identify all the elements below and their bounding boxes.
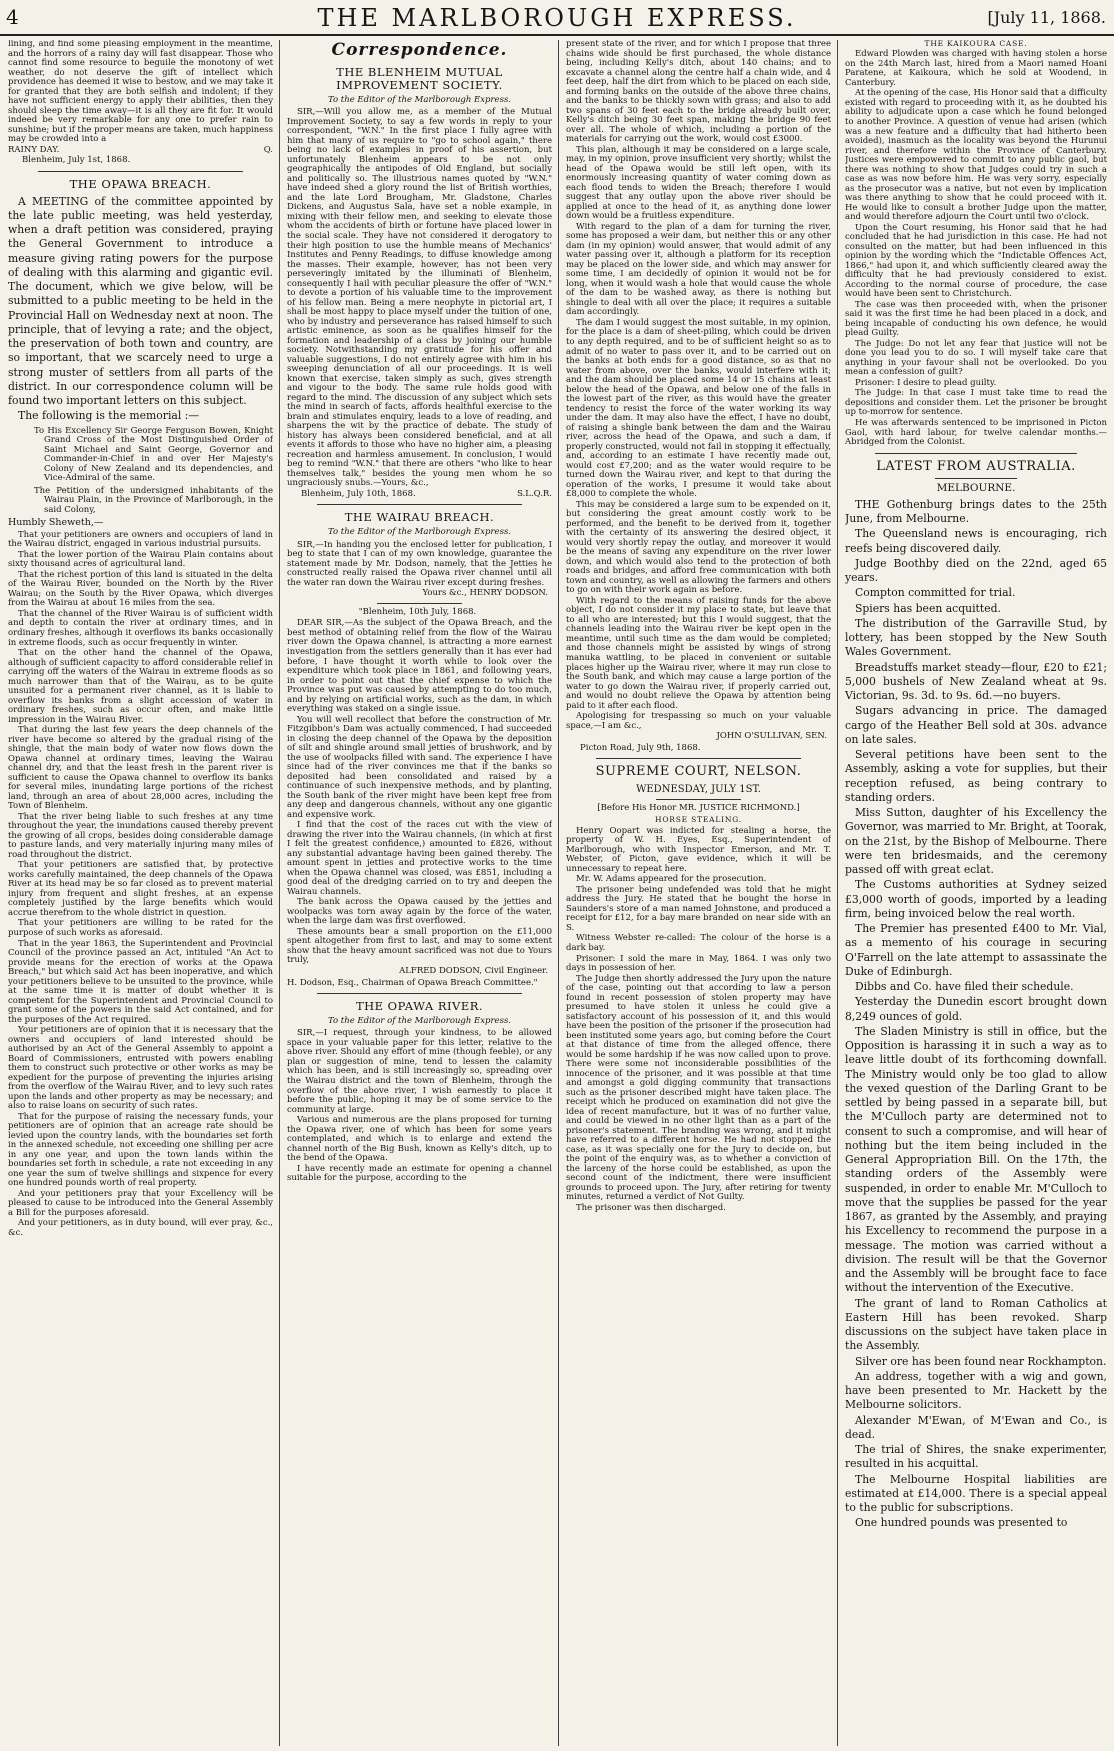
paragraph: The Judge then shortly addressed the Jury upon the nature of the case, pointing out that according to law a person found in recent possession of stolen property may have presumed to have stolen it unless he could give a satisfactory account of his possession of it, and this would have been the position of the prisoner if the prosecution had been instituted some years ago, but coming before the Court at that distance of time from the alleged offence, there would be some hardship if he was now called upon to prove. There were some not inconsiderable possibilities of the innocence of the prisoner, and it was possible at that time and amongst a gold digging community that transactions such as the prisoner described might have taken place. The receipt which he produced on examination did not give the idea of recent manufacture, but it was of no further value, and could be viewed in no other light than as a part of the prisoner's statement. The branding was wrong, and it might have referred to a different horse. He had not stopped the case, as it was specially one for the Jury to decide on, but the point of the enquiry was, as to whether a conviction of the larceny of the horse could be established, as upon the second count of the indictment, there were insufficient grounds to proceed upon. The Jury, after retiring for twenty minutes, returned a verdict of Not Guilty. <box>566 973 831 1203</box>
paragraph: That the river being liable to such freshes at any time throughout the year, the inundations caused thereby prevent the growing of all crops, besides doing considerable damage to pasture lands, and very materially injuring many miles of road throughout the district. <box>8 811 273 860</box>
paragraph: Prisoner: I sold the mare in May, 1864. I was only two days in possession of her. <box>566 953 831 974</box>
paragraph: I find that the cost of the races cut with the view of drawing the river into the Wairau channels, (in which at first I felt the greatest confidence,) amounted to £826, without any substantial advantage having been gained thereby. The amount spent in jetties and protective works to the time when the Opawa channel was closed, was £851, including a good deal of the dredging carried on to try and deepen the Wairau channels. <box>287 820 552 897</box>
news-item: An address, together with a wig and gown, have been presented to Mr. Hackett by the Melbourne solicitors. <box>845 1369 1107 1412</box>
paragraph: With regard to the means of raising funds for the above object, I do not consider it my place to state, but leave that to all who are interested; but this I would suggest, that the channels leading into the Wairau river be kept open in the meantime, until such time as the dam would be completed; and those channels might be assisted by wings of strong manuka wattling, to be placed in convenient or suitable places higher up the Wairau river, where it may run close to the South bank, and which may cause a large portion of the water to go down the Wairau river, if properly carried out, and would no doubt relieve the Opawa by attention being paid to it after each flood. <box>566 595 831 711</box>
rainy-day-tail: RAINY DAY. Q. <box>8 144 273 155</box>
paragraph: That the lower portion of the Wairau Plain contains about sixty thousand acres of agricultural land. <box>8 549 273 570</box>
column-2 <box>287 40 552 1746</box>
news-item: THE Gothenburg brings dates to the 25th June, from Melbourne. <box>845 497 1107 526</box>
paragraph: That on the other hand the channel of the Opawa, although of sufficient capacity to afford considerable relief in carrying off the waters of the Wairau in extreme floods as so much narrower than that of the Wairau, as to be quite unsuited for a permanent river channel, as it is liable to overflow its banks from a slight accession of water in ordinary freshes, such as occur often, and make little impression in the Wairau River. <box>8 648 273 725</box>
news-item: Yesterday the Dunedin escort brought down 8,249 ounces of gold. <box>845 995 1107 1023</box>
paragraph: That during the last few years the deep channels of the river have become so altered by the gradual rising of the shingle, that the main body of water now flows down the Opawa channel at ordinary times, leaving the Wairau channel dry, and that the least fresh in the parent river is sufficient to cause the Opawa channel to overflow its banks for several miles, inundating large portions of the richest land, through an area of about 28,000 acres, including the Town of Blenheim. <box>8 725 273 812</box>
paragraph: The Judge: Do not let any fear that justice will not be done you lead you to do so. I will myself take care that anything in your favour shall not be overlooked. Do you mean a confession of guilt? <box>845 338 1107 378</box>
issue-date: [July 11, 1868. <box>987 8 1106 27</box>
paragraph: That in the year 1863, the Superintendent and Provincial Council of the province passed an Act, intituled "An Act to provide means for the erection of works at the Opawa Breach," but which said Act has been inoperative, and which your petitioners believe to be unsuited to the province, while at the same time it is matter of doubt whether it is competent for the Superintendent and Provincial Council to grant some of the powers in the said Act contained, and for the purposes of the Act required. <box>8 938 273 1025</box>
petition-intro: The Petition of the undersigned inhabitants of the Wairau Plain, in the Province of Marlborough, in the said Colony, <box>34 485 273 515</box>
to-editor: To the Editor of the Marlborough Express. <box>327 94 512 105</box>
paragraph: DEAR SIR,—As the subject of the Opawa Breach, and the best method of obtaining relief from the flow of the Wairau river down the Opawa channel, is attracting a more earnest investigation from the settlers generally than it has ever had before, I have thought it worth while to look over the expenditure which took place in 1861, and following years, in order to point out that the chief expense to which the Province was put was caused by attempting to do too much, and by relying on artificial works, such as the dam, in which everything was staked on a single issue. <box>287 618 552 715</box>
rainy-day-text: lining, and find some pleasing employment in the meantime, and the horrors of a rainy day will fast disappear. Those who cannot find some resource to beguile the monotony of wet weather, do not deserve the gift of intellect which providence has deemed it wise to bestow, and we may take it for granted that they are both selfish and indolent; if they have not sufficient energy to apply their abilities, then they should sleep the time away—it is all they are fit for. It would indeed be very remarkable for any one to prefer rain to sunshine; but if the proper means are taken, much happiness may be crowded into a <box>8 40 273 145</box>
article-heading: LATEST FROM AUSTRALIA. <box>876 458 1076 474</box>
divider <box>38 171 243 172</box>
column-3 <box>566 40 831 1746</box>
paragraph: That your petitioners are owners and occupiers of land in the Wairau district, engaged in various industrial pursuits. <box>8 529 273 550</box>
paragraph: I have recently made an estimate for opening a channel suitable for the purpose, according to the <box>287 1163 552 1184</box>
divider <box>317 993 522 994</box>
humbly-sheweth: Humbly Sheweth,— <box>8 517 104 529</box>
divider <box>875 453 1077 454</box>
news-item: Spiers has been acquitted. <box>855 601 1001 615</box>
news-item: Alexander M'Ewan, of M'Ewan and Co., is dead. <box>845 1413 1107 1441</box>
paragraph: Witness Webster re-called: The colour of the horse is a dark bay. <box>566 933 831 953</box>
news-item: Silver ore has been found near Rockhampton. <box>855 1354 1107 1368</box>
paragraph: This plan, although it may be considered on a large scale, may, in my opinion, prove insufficient very shortly; whilst the head of the Opawa would be still left open, with its enormously increasing quantity of water coming down as each flood tends to widen the Breach; therefore I would suggest that any outlay upon the above river should be applied at once to the head of it, as anything done lower down would be a fruitless expenditure. <box>566 144 831 222</box>
paragraph: The Judge: In that case I must take time to read the depositions and consider them. Let the prisoner be brought up to-morrow for sentence. <box>845 388 1107 418</box>
divider <box>596 758 801 759</box>
paragraph: That your petitioners are willing to be rated for the purpose of such works as aforesaid. <box>8 918 273 938</box>
dateline: Blenheim, July 1st, 1868. <box>22 155 131 166</box>
paragraph: With regard to the plan of a dam for turning the river, some has proposed a weir dam, but neither this or any other dam (in my opinion) would answer, that would admit of any water passing over it, although a platform for its reception may be placed on the lower side, and which may answer for some time, I am decidedly of opinion it would not be for long, when it would wash a hole that would cause the whole of the dam to be washed away, as there is nothing but shingle to deal with all over the place; it requires a suitable dam accordingly. <box>566 221 831 318</box>
news-item: Dibbs and Co. have filed their schedule. <box>855 980 1074 994</box>
court-date: WEDNESDAY, JULY 1ST. <box>636 783 761 795</box>
divider <box>656 799 741 800</box>
paragraph: The prisoner was then discharged. <box>576 1202 726 1213</box>
column-1 <box>8 40 273 1746</box>
paragraph: Henry Oopart was indicted for stealing a horse, the property of W. H. Eyes, Esq., Superintendent of Marlborough, who with Inspector Emerson, and Mr. T. Webster, of Picton, gave evidence, which it will be unnecessary to repeat here. <box>566 825 831 874</box>
news-item: The trial of Shires, the snake experimenter, resulted in his acquittal. <box>845 1443 1107 1471</box>
article-heading: THE WAIRAU BREACH. <box>344 510 495 525</box>
news-item: Compton committed for trial. <box>855 586 1016 600</box>
paragraph: This may be considered a large sum to be expended on it, but considering the great amount costly work to be performed, and the benefit to be derived from it, together with the certainty of its answering the desired object, it would very shortly repay the outlay, and moreover it would be the means of saving any expenditure on the river lower down, and which would also tend to the protection of both roads and bridges, and afford free communication with both town and country, as well as allowing the farmers and others to go on with their work again as before. <box>566 499 831 596</box>
paragraph: Edward Plowden was charged with having stolen a horse on the 24th March last, hired from a Maori named Hoani Paratene, at Kaikoura, which he sold at Woodend, in Canterbury. <box>845 49 1107 88</box>
paragraph: The bank across the Opawa caused by the jetties and woolpacks was torn away again by the force of the water, when the large dam was first overflowed. <box>287 897 552 927</box>
paragraph: A MEETING of the committee appointed by the late public meeting, was held yesterday, when a draft petition was considered, praying the General Government to introduce a measure giving rating powers for the purpose of dealing with this alarming and gigantic evil. The document, which we give below, will be submitted to a public meeting to be held in the Provincial Hall on Wednesday next at noon. The principle, that of levying a rate; and the object, the preservation of both town and country, are so important, that we scarcely need to urge a strong muster of settlers from all parts of the district. In our correspondence column will be found two important letters on this subject. <box>8 194 273 408</box>
section-heading: MELBOURNE. <box>936 482 1016 495</box>
news-item: Breadstuffs market steady—flour, £20 to £21; 5,000 bushels of New Zealand wheat at 9s. Victorian, 9s. 3d. to 9s. 6d.—no buyers. <box>845 660 1107 703</box>
news-item: Miss Sutton, daughter of his Excellency the Governor, was married to Mr. Bright, at Toorak, on the 21st, by the Bishop of Melbourne. There were ten bridesmaids, and the ceremony passed off with great eclat. <box>845 806 1107 877</box>
paragraph: Various and numerous are the plans proposed for turning the Opawa river, one of which has been for some years contemplated, and which is to enlarge and extend the channel north of the Big Bush, known as Kelly's ditch, up to the bend of the Opawa. <box>287 1115 552 1164</box>
paragraph: The prisoner being undefended was told that he might address the Jury. He stated that he bought the horse in Saunders's store of a man named Johnstone, and produced a receipt for £12, for a bay mare branded on near side with an S. <box>566 884 831 933</box>
memorial-address: To His Excellency Sir George Ferguson Bowen, Knight Grand Cross of the Most Distinguished Order of Saint Michael and Saint George, Governor and Commander-in-Chief in and over Her Majesty's Colony of New Zealand and its dependencies, and Vice-Admiral of the same. <box>34 425 273 484</box>
paragraph: He was afterwards sentenced to be imprisoned in Picton Gaol, with hard labour, for twelve calendar months.—Abridged from the Colonist. <box>845 417 1107 448</box>
news-item: Several petitions have been sent to the Assembly, asking a vote for supplies, but their reception refused, as being contrary to standing orders. <box>845 748 1107 804</box>
paragraph: You will well recollect that before the construction of Mr. Fitzgibbon's Dam was actually commenced, I had succeeded in closing the deep channel of the Opawa by the deposition of silt and shingle around small jetties of brushwork, and by the use of woolpacks filled with sand. The experience I have since had of the river convinces me that if the banks so deposited had been consolidated and raised by a continuance of such inexpensive methods, and by planting, the South bank of the river might have been kept free from any deep and dangerous channels, without any one gigantic and expensive work. <box>287 714 552 820</box>
letter-date: "Blenheim, 10th July, 1868. <box>358 606 477 617</box>
news-item: The grant of land to Roman Catholics at Eastern Hill has been revoked. Sharp discussions on the subject have taken place in the Assembly. <box>845 1296 1107 1353</box>
article-body-large <box>8 195 273 424</box>
paragraph: That the channel of the River Wairau is of sufficient width and depth to contain the river at ordinary times, and in ordinary freshes, although it overflows its banks occasionally in extreme floods, such as occur frequently in winter. <box>8 608 273 648</box>
news-item: Judge Boothby died on the 22nd, aged 65 years. <box>845 556 1107 585</box>
letter-body: SIR,—Will you allow me, as a member of the Mutual Improvement Society, to say a few words in reply to your correspondent, "W.N." In the first place I fully agree with him that many of us require to "go to school again," there being no lack of examples in proof of his assertion, but unfortunately Blenheim appears to be not only geographically the antipodes of Old England, but socially and politically so. The illustrious names quoted by "W.N." have indeed shed a glory round the list of British worthies, and the late Lord Brougham, Mr. Gladstone, Charles Dickens, and Augustus Sala, have set a noble example, in mixing with their fellow men, and seeking to elevate those whom the accidents of birth or fortune have placed lower in the social scale. They have not considered it derogatory to their high position to use the humble means of Mechanics' Institutes and Penny Readings, to diffuse knowledge among the masses. Their example, however, has not been very perseveringly imitated by the illuminati of Blenheim, consequently I hail with peculiar pleasure the offer of "W.N." to devote a portion of his valuable time to the improvement of his fellow man. Being a mere neophyte in pictorial art, I shall be most happy to place myself under the tuition of one, who by industry and perseverance has raised himself to such artistic eminence, as soon as he qualifies himself for the formation and leadership of a class by joining our humble society. Notwithstanding my gratitude for his offer and valuable suggestions, I do not entirely agree with him in his sweeping denunciation of all our proceedings. It is well known that exercise, taken simply as such, gives strength and vigour to the body. The same rule holds good with regard to the mind. The discussion of any subject which sets the mind in search of facts, affords healthful exercise to the brain and stimulates enquiry, leads to a love of reading, and sharpens the wit by the practice of debate. The study of history has always been considered beneficial, and at all events it affords to those who have no higher aim, a pleasing recreation and harmless amusement. In conclusion, I would beg to remind "W.N." that there are others "who like to hear themselves talk," besides the young men whom he so ungraciously snubs.—Yours, &c., <box>287 107 552 489</box>
divider <box>377 603 462 604</box>
news-body-large <box>845 498 1107 1531</box>
signature: Yours &c., HENRY DODSON. <box>422 588 548 599</box>
paragraph: Apologising for trespassing so much on your valuable space,—I am &c., <box>566 711 831 731</box>
paragraph: And your petitioners pray that your Excellency will be pleased to cause to be introduced into the General Assembly a Bill for the purposes aforesaid. <box>8 1188 273 1218</box>
dateline: Blenheim, July 10th, 1868. S.L.Q.R. <box>301 488 552 499</box>
article-heading: THE OPAWA RIVER. <box>355 999 484 1014</box>
divider <box>935 478 1017 479</box>
masthead <box>0 0 1114 36</box>
dateline: Picton Road, July 9th, 1868. <box>580 742 701 753</box>
letter-body: SIR,—In handing you the enclosed letter for publication, I beg to state that I can of my own knowledge, guarantee the statement made by Mr. Dodson, namely, that the Jetties he constructed really raised the Opawa river channel until all the water ran down the Wairau river except during freshes. <box>287 539 552 588</box>
news-item: The Customs authorities at Sydney seized £3,000 worth of goods, imported by a leading firm, being invoiced below the real worth. <box>845 878 1107 920</box>
paragraph: The case was then proceeded with, when the prisoner said it was the first time he had been placed in a dock, and being incapable of conducting his own defence, he would plead Guilty. <box>845 299 1107 339</box>
news-item: The distribution of the Garraville Stud, by lottery, has been stopped by the New South Wales Government. <box>845 616 1107 659</box>
paragraph: Your petitioners are of opinion that it is necessary that the owners and occupiers of land interested should be authorised by an Act of the General Assembly to appoint a Board of Commissioners, entrusted with powers enabling them to construct such protective or other works as may be expedient for the purpose of preventing the injuries arising from the overflow of the Wairau River, and to levy such rates upon the lands and other property as may be necessary; and also to raise loans on security of such rates. <box>8 1025 273 1112</box>
case-heading: THE KAIKOURA CASE. <box>924 40 1028 48</box>
page-number: 4 <box>6 5 19 29</box>
column-4 <box>845 40 1107 1746</box>
court-judge: [Before His Honor MR. JUSTICE RICHMOND.] <box>597 802 800 813</box>
divider <box>317 504 522 505</box>
to-editor: To the Editor of the Marlborough Express. <box>327 527 512 538</box>
column-rule <box>279 40 280 1746</box>
paragraph: The dam I would suggest the most suitable, in my opinion, for the place is a dam of sheet-piling, which could be driven to any depth required, and to be of sufficient height so as to admit of no water to pass over it, and to be carried out on the banks at both ends for a good distance, so as that no water from above, over the banks, would interfere with it; and the dam should be placed some 14 or 15 chains at least below the head of the Opawa, and below one of the falls in the lowest part of the river, as this would have the greater tendency to resist the force of the water working its way under the dam. It may also have the effect, I have no doubt, of raising a shingle bank between the dam and the Wairau river, across the head of the Opawa, and such a dam, if properly constructed, would not fail in stopping it effectually, and, according to an estimate I have recently made out, would cost £7,200; and as the water would require to be turned down the Wairau river, and kept to that during the operation of the works, I presume it would take about £8,000 to complete the whole. <box>566 317 831 500</box>
news-item: Sugars advancing in price. The damaged cargo of the Heather Bell sold at 30s. advance on late sales. <box>845 704 1107 746</box>
paragraph: The following is the memorial :— <box>18 409 200 423</box>
paragraph: That for the purpose of raising the necessary funds, your petitioners are of opinion that an acreage rate should be levied upon the country lands, with the boundaries set forth in the annexed schedule, not exceeding one shilling per acre in any one year, and upon the town lands within the boundaries set forth in schedule, a rate not exceeding in any one year the sum of twelve shillings and sixpence for every one hundred pounds worth of real property. <box>8 1111 273 1189</box>
signature: ALFRED DODSON, Civil Engineer. <box>399 966 548 976</box>
newspaper-title: THE MARLBOROUGH EXPRESS. <box>317 4 797 32</box>
paragraph: Mr. W. Adams appeared for the prosecution. <box>576 874 767 885</box>
column-rule <box>837 40 838 1746</box>
signature: JOHN O'SULLIVAN, SEN. <box>716 731 827 742</box>
paragraph: Upon the Court resuming, his Honor said that he had concluded that he had jurisdiction in this case. He had not consulted on the matter, but had been influenced in this opinion by the wording which the "Indictable Offences Act, 1866," had upon it, and which sufficiently cleared away the difficulty that he had previously considered to exist. According to the normal course of procedure, the case would have been sent to Christchurch. <box>845 222 1107 300</box>
paragraph: That your petitioners are satisfied that, by protective works carefully maintained, the deep channels of the Opawa River at its head may be so far closed as to prevent material injury from frequent and slight freshes, at an expense completely justified by the large benefits which would accrue therefrom to the whole district in question. <box>8 860 273 918</box>
news-item: The Premier has presented £400 to Mr. Vial, as a memento of his courage in securing O'Farrell on the late attempt to assassinate the Duke of Edinburgh. <box>845 922 1107 978</box>
paragraph: That the richest portion of this land is situated in the delta of the Wairau River, bounded on the North by the River Wairau; on the South by the River Opawa, which diverges from the Wairau at about 16 miles from the sea. <box>8 569 273 609</box>
paragraph: SIR,—I request, through your kindness, to be allowed space in your valuable paper for this letter, relative to the above river. Should any effort of mine (though feeble), or any plan or suggestion of mine, tend to lessen the calamity which has been, and is still increasingly so, spreading over the Wairau district and the town of Blenheim, through the overflow of the above river, I wish earnestly to place it before the public, hoping it may be of some service to the community at large. <box>287 1028 552 1115</box>
paragraph: At the opening of the case, His Honor said that a difficulty existed with regard to proceeding with it, as he doubted his ability to adjudicate upon a case which he found belonged to another Province. A question of venue had arisen (which was a new feature and a difficulty that had hitherto been avoided), inasmuch as the locality was beyond the Hurunui river, and therefore within the Province of Canterbury. Justices were empowered to commit to any public gaol, but there was nothing to show that Judges could try in such a case as was now before him. He was very sorry, especially as the prosecutor was a native, but not even by implication was there anything to show that he could proceed with it. He would like to consult a brother Judge upon the matter, and would therefore adjourn the Court until two o'clock. <box>845 88 1107 223</box>
article-heading: THE BLENHEIM MUTUAL IMPROVEMENT SOCIETY. <box>336 65 503 92</box>
paragraph: And your petitioners, as in duty bound, will ever pray, &c., &c. <box>8 1218 273 1238</box>
addressee: H. Dodson, Esq., Chairman of Opawa Breach Committee." <box>287 977 538 988</box>
correspondence-heading: Correspondence. <box>331 40 508 60</box>
paragraph: Prisoner: I desire to plead guilty. <box>855 377 997 388</box>
column-rule <box>558 40 559 1746</box>
article-heading: THE OPAWA BREACH. <box>69 176 212 191</box>
news-item: The Melbourne Hospital liabilities are estimated at £14,000. There is a special appeal to the public for subscriptions. <box>845 1472 1107 1515</box>
news-item: The Queensland news is encouraging, rich reefs being discovered daily. <box>845 527 1107 555</box>
to-editor: To the Editor of the Marlborough Express. <box>327 1015 512 1026</box>
article-heading: SUPREME COURT, NELSON. <box>595 764 802 780</box>
paragraph: These amounts bear a small proportion on the £11,000 spent altogether from first to last, and may to some extent show that the heavy amount sacrificed was not due to Yours truly, <box>287 926 552 966</box>
case-heading: HORSE STEALING. <box>655 815 742 825</box>
paragraph: present state of the river, and for which I propose that three chains wide should be first purchased, the whole distance being, including Kelly's ditch, about 140 chains; and to excavate a channel along the centre half a chain wide, and 4 feet deep, half the dirt from which to be placed on each side, and forming banks on the outside of the above three chains, and the banks to be thickly sown with grass; and also to add two spans of 30 feet each to the bridge already built over, Kelly's ditch being 30 feet span, making the bridge 90 feet over all. The whole of which, including a portion of the materials for carrying out the work, would cost £3000. <box>566 40 831 145</box>
news-item: One hundred pounds was presented to <box>855 1516 1068 1530</box>
news-item: The Sladen Ministry is still in office, but the Opposition is harassing it in such a way as to leave little doubt of its forthcoming downfall. The Ministry would only be too glad to allow the vexed question of the Darling Grant to be settled by being passed in a separate bill, but the M'Culloch party are determined not to consent to such a compromise, and will hear of nothing but the item being included in the General Appropriation Bill. On the 17th, the standing orders of the Assembly were suspended, in order to enable Mr. M'Culloch to move that the supplies be passed for the year 1867, as granted by the Assembly, and praying his Excellency to recommend the purpose in a message. The motion was carried without a division. The result will be that the Governor and the Assembly will be brought face to face without the intervention of the Executive. <box>845 1024 1107 1295</box>
